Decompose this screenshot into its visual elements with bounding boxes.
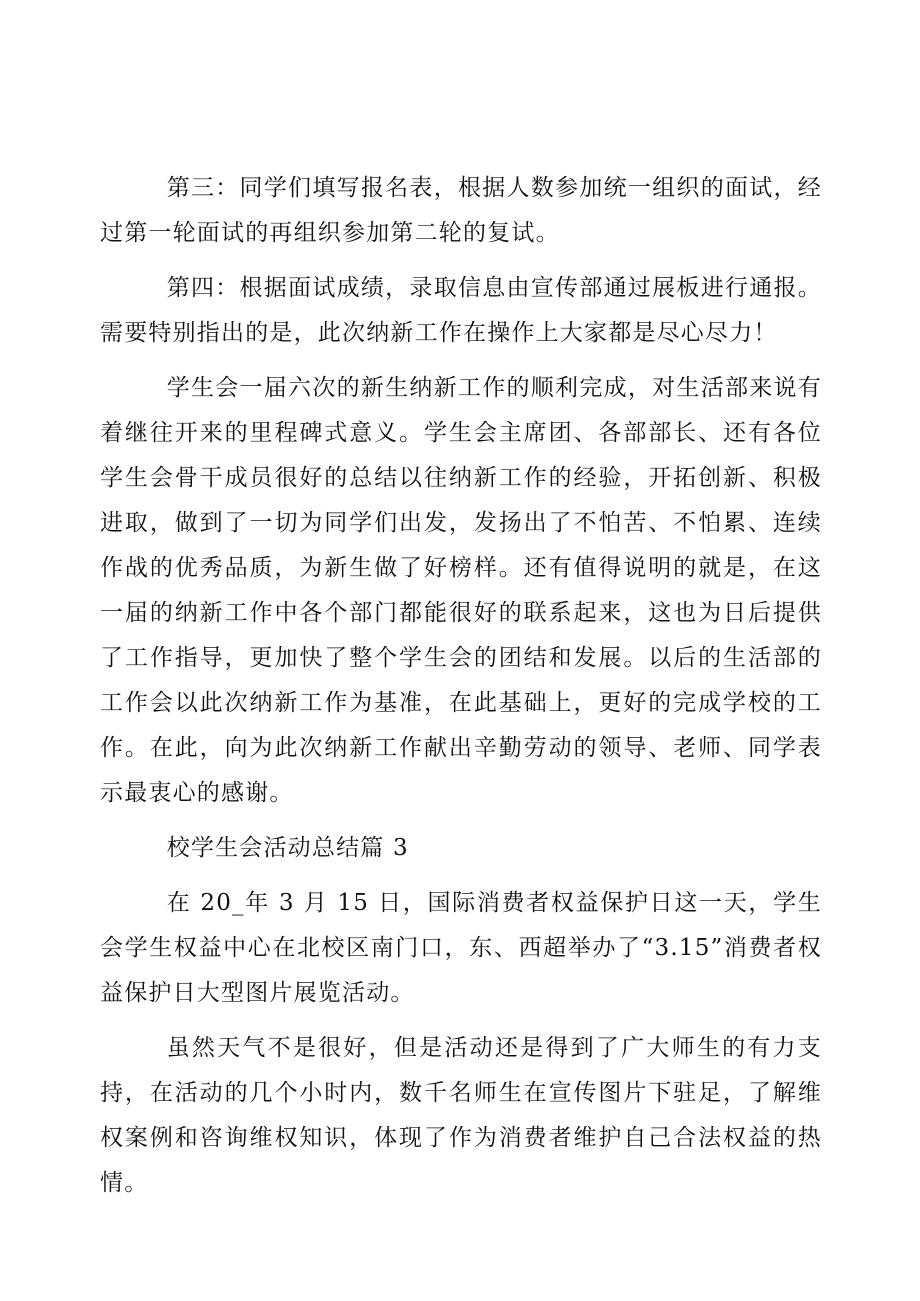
document-body <box>100 166 822 1216</box>
paragraph-step-four: 第四：根据面试成绩，录取信息由宣传部通过展板进行通报。需要特别指出的是，此次纳新工作在操作上大家都是尽心尽力！ <box>100 275 822 346</box>
section-heading: 校学生会活动总结篇 3 <box>166 835 409 861</box>
paragraph-event-detail: 虽然天气不是很好，但是活动还是得到了广大师生的有力支持，在活动的几个小时内，数千名师生在宣传图片下驻足，了解维权案例和咨询维权知识，体现了作为消费者维护自己合法权益的热情。 <box>100 1035 822 1196</box>
paragraph-summary: 学生会一届六次的新生纳新工作的顺利完成，对生活部来说有着继往开来的里程碑式意义。学生会主席团、各部部长、还有各位学生会骨干成员很好的总结以往纳新工作的经验，开拓创新、积极进取，做到了一切为同学们出发，发扬出了不怕苦、不怕累、连续作战的优秀品质，为新生做了好榜样。还有值得说明的就是，在这一届的纳新工作中各个部门都能很好的联系起来，这也为日后提供了工作指导，更加快了整个学生会的团结和发展。以后的生活部的工作会以此次纳新工作为基准，在此基础上，更好的完成学校的工作。在此，向为此次纳新工作献出辛勤劳动的领导、老师、同学表示最衷心的感谢。 <box>100 375 822 806</box>
paragraph-step-three: 第三：同学们填写报名表，根据人数参加统一组织的面试，经过第一轮面试的再组织参加第二轮的复试。 <box>100 175 822 246</box>
paragraph-event-intro: 在 20_年 3 月 15 日，国际消费者权益保护日这一天，学生会学生权益中心在北校区南门口，东、西超举办了“3.15”消费者权益保护日大型图片展览活动。 <box>100 890 822 1006</box>
